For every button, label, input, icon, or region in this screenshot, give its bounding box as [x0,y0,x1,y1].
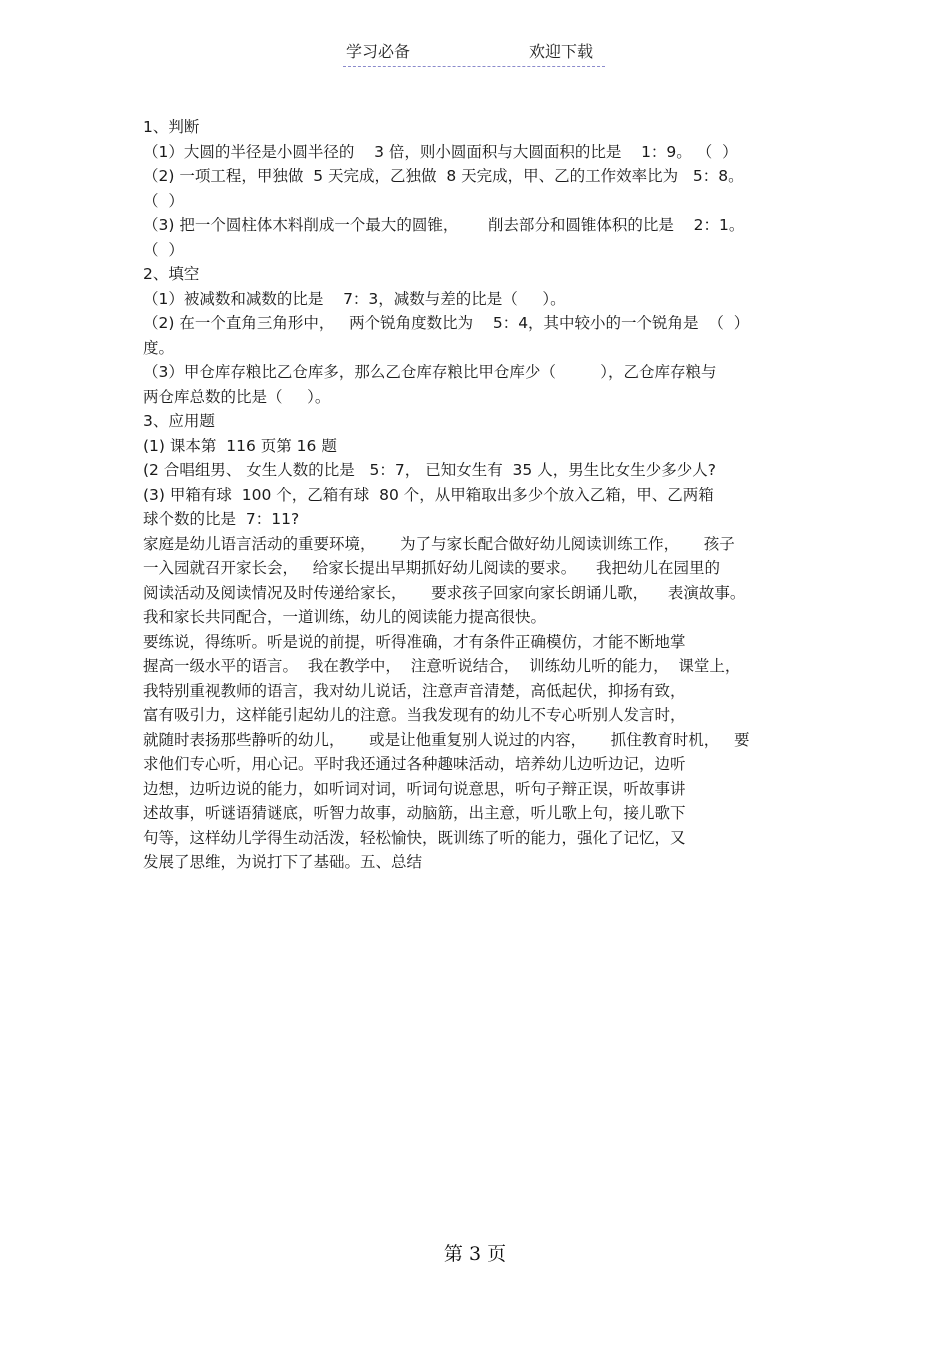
text-line: 度。 [143,338,175,357]
text-line: （ ） [143,191,184,210]
page-number: 第 3 页 [443,1243,507,1265]
text-line: （2) 在一个直角三角形中， 两个锐角度数比为 5：4，其中较小的一个锐角是 （ ） [143,314,750,332]
text-line: 两仓库总数的比是（ ）。 [143,387,331,406]
document-body [143,115,813,875]
text-line: 家庭是幼儿语言活动的重要环境， 为了与家长配合做好幼儿阅读训练工作， 孩子 [143,534,735,553]
text-line: 述故事，听谜语猜谜底，听智力故事，动脑筋，出主意，听儿歌上句，接儿歌下 [143,804,686,822]
text-line: 1、判断 [143,118,200,136]
text-line: 2、填空 [143,265,200,283]
text-line: (1) 课本第 116 页第 16 题 [143,436,337,455]
text-line: 我和家长共同配合，一道训练，幼儿的阅读能力提高很快。 [143,608,547,626]
text-line: （1）大圆的半径是小圆半径的 3 倍，则小圆面积与大圆面积的比是 1：9。 （ ） [143,142,738,161]
text-line: 球个数的比是 7：11? [143,510,300,528]
text-line: 3、应用题 [143,412,215,430]
text-line: （ ） [143,240,184,259]
text-line: （1）被减数和减数的比是 7：3，减数与差的比是（ ）。 [143,289,566,308]
text-line: 边想，边听边说的能力，如听词对词，听词句说意思，听句子辩正误，听故事讲 [143,779,686,798]
text-line: 句等，这样幼儿学得生动活泼，轻松愉快，既训练了听的能力，强化了记忆，又 [143,828,686,847]
text-line: （2) 一项工程，甲独做 5 天完成，乙独做 8 天完成，甲、乙的工作效率比为 5：8。 [143,167,744,185]
text-line: 富有吸引力，这样能引起幼儿的注意。当我发现有的幼儿不专心听别人发言时， [143,706,686,724]
text-line: (2 合唱组男、 女生人数的比是 5：7， 已知女生有 35 人，男生比女生少多少人? [143,461,716,479]
text-line: （3) 把一个圆柱体木料削成一个最大的圆锥， 削去部分和圆锥体积的比是 2：1。 [143,216,745,234]
page-header [343,40,605,67]
text-line: 握高一级水平的语言。 我在教学中， 注意听说结合， 训练幼儿听的能力， 课堂上， [143,657,741,675]
text-line: 发展了思维，为说打下了基础。五、总结 [143,853,423,871]
text-line: 就随时表扬那些静听的幼儿， 或是让他重复别人说过的内容， 抓住教育时机， 要 [143,730,750,749]
header-right-text: 欢迎下载 [529,42,594,61]
text-line: 一入园就召开家长会， 给家长提出早期抓好幼儿阅读的要求。 我把幼儿在园里的 [143,559,720,577]
text-line: 我特别重视教师的语言，我对幼儿说话，注意声音清楚，高低起伏，抑扬有致， [143,681,686,700]
text-line: 求他们专心听，用心记。平时我还通过各种趣味活动，培养幼儿边听边记，边听 [143,755,686,773]
header-left-text: 学习必备 [346,42,411,61]
text-line: （3）甲仓库存粮比乙仓库多，那么乙仓库存粮比甲仓库少（ ），乙仓库存粮与 [143,363,717,381]
text-line: (3) 甲箱有球 100 个，乙箱有球 80 个，从甲箱取出多少个放入乙箱，甲、乙两箱 [143,485,714,504]
text-line: 要练说，得练听。听是说的前提，听得准确，才有条件正确模仿，才能不断地掌 [143,632,686,651]
text-line: 阅读活动及阅读情况及时传递给家长， 要求孩子回家向家长朗诵儿歌， 表演故事。 [143,583,746,602]
